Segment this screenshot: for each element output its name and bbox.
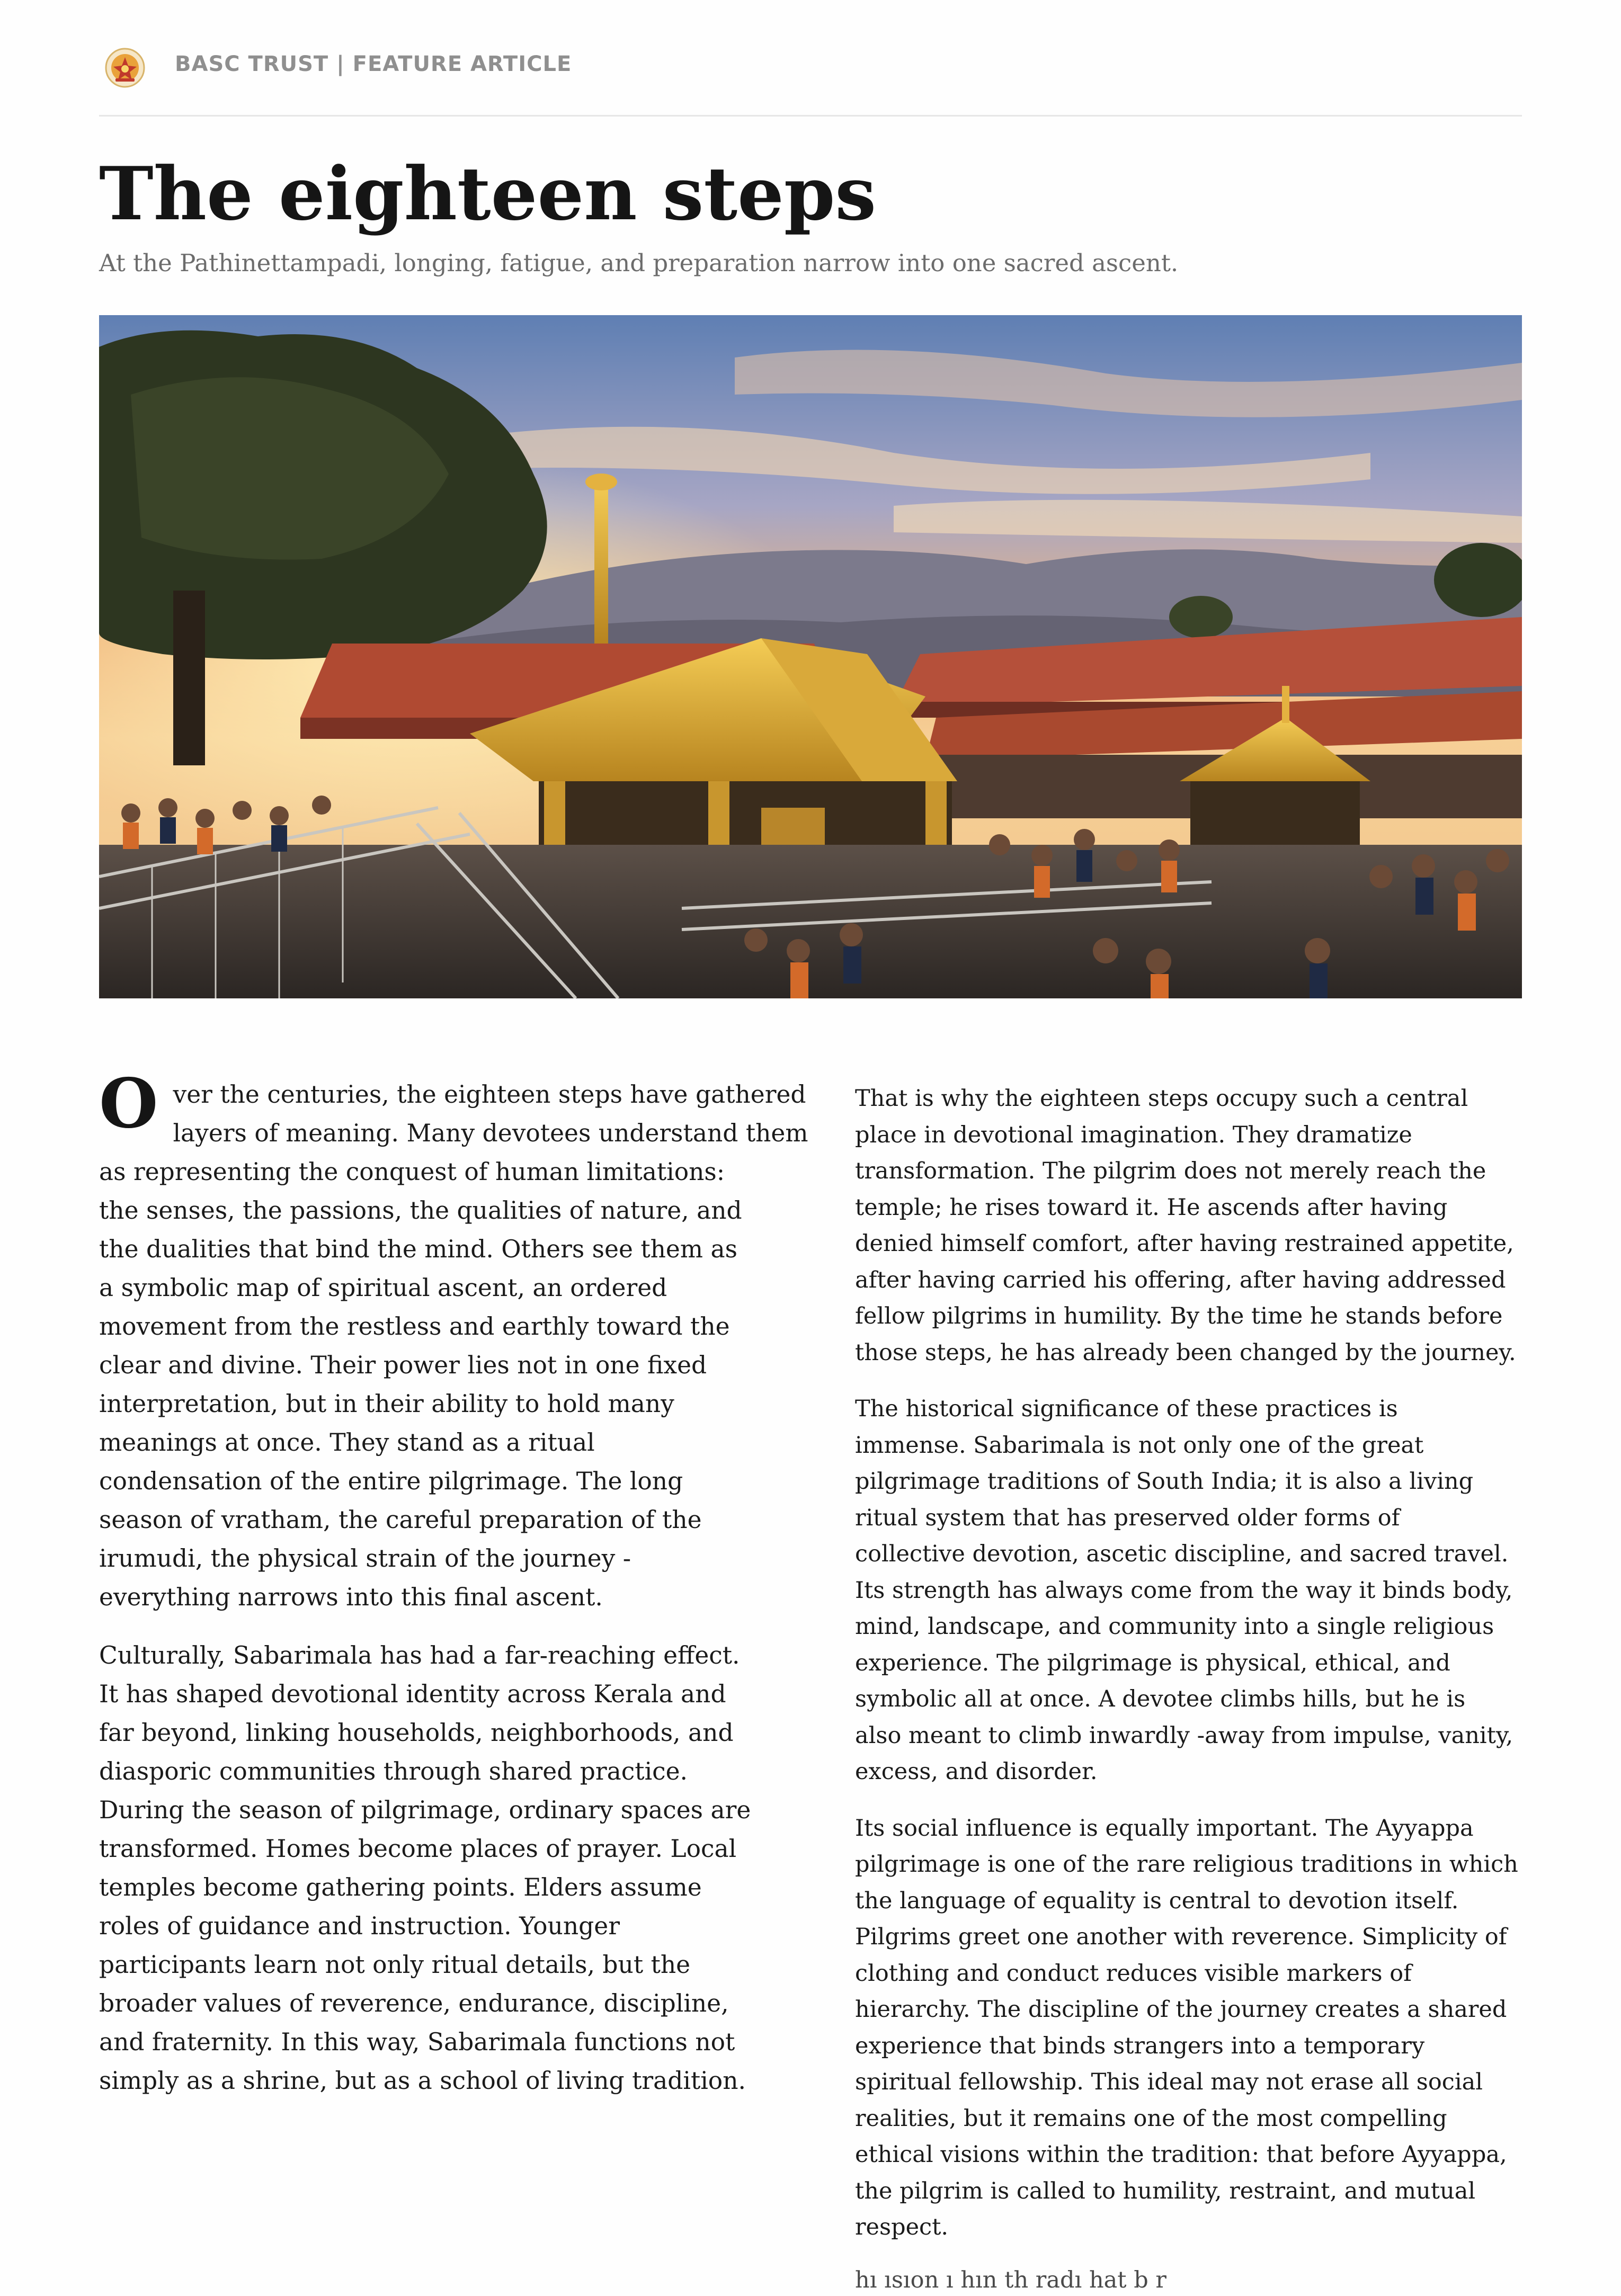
emblem-icon — [104, 47, 146, 89]
publication-label: BASC TRUST | FEATURE ARTICLE — [175, 52, 572, 76]
paragraph: Culturally, Sabarimala has had a far-reaching effect. It has shaped devotional identity across Kerala and far beyond, linking households, neighborhoods, and diasporic communities through shared practice. During the season of pilgrimage, ordinary spaces are transformed. Homes become places of prayer. Local temples become gathering points. Elders assume roles of guidance and instruction. Younger participants learn not only ritual details, but the broader values of reverence, endurance, discipline, and fraternity. In this way, Sabarimala functions not simply as a shrine, but as a school of living tradition. — [99, 1641, 751, 2095]
paragraph: Its social influence is equally important. The Ayyappa pilgrimage is one of the rare religious traditions in which the language of equality is central to devotion itself. Pilgrims greet one another with reverence. Simplicity of clothing and conduct reduces visible markers of hierarchy. The discipline of the journey creates a shared experience that binds strangers into a temporary spiritual fellowship. This ideal may not erase all social realities, but it remains one of the most compelling ethical visions within the tradition: that before Ayyappa, the pilgrim is called to humility, restraint, and mutual respect. — [855, 1815, 1518, 2240]
paragraph: The historical significance of these practices is immense. Sabarimala is not only one of the great pilgrimage traditions of South India; it is also a living ritual system that has preserved older forms of collective devotion, ascetic discipline, and sacred travel. Its strength has always come from the way it binds body, mind, landscape, and community into a single religious experience. The pilgrimage is physical, ethical, and symbolic all at once. A devotee climbs hills, but he is also meant to climb inwardly -away from impulse, vanity, excess, and disorder. — [855, 1396, 1513, 1785]
paragraph: That is why the eighteen steps occupy such a central place in devotional imagination. They dramatize transformation. The pilgrim does not merely reach the temple; he rises toward it. He ascends after having denied himself comfort, after having restrained appetite, after having carried his offering, after having addressed fellow pilgrims in humility. By the time he stands before those steps, he has already been changed by the journey. — [855, 1085, 1516, 1366]
article-subtitle: At the Pathinettampadi, longing, fatigue, and preparation narrow into one sacred ascent. — [99, 249, 1179, 277]
page-header — [99, 43, 1522, 117]
paragraph-text: ver the centuries, the eighteen steps have gathered layers of meaning. Many devotees understand them as representing the conquest of human limitations: the senses, the passions, the qualities of nature, and the dualities that bind the mind. Others see them as a symbolic map of spiritual ascent, an ordered movement from the restless and earthly toward the clear and divine. Their power lies not in one fixed interpretation, but in their ability to hold many meanings at once. They stand as a ritual condensation of the entire pilgrimage. The long season of vratham, the careful preparation of the irumudi, the physical strain of the journey - everything narrows into this final ascent. — [99, 1080, 808, 1611]
sabarimala-temple-photo — [99, 315, 1522, 998]
right-column — [855, 1080, 1544, 2266]
paragraph — [99, 1064, 822, 1616]
cut-off-text-line: hı ısıon ı hın th radı hat b r — [855, 2267, 1166, 2293]
article-title: The eighteen steps — [99, 150, 877, 237]
left-column — [99, 1064, 822, 2120]
drop-cap: O — [99, 1064, 158, 1143]
